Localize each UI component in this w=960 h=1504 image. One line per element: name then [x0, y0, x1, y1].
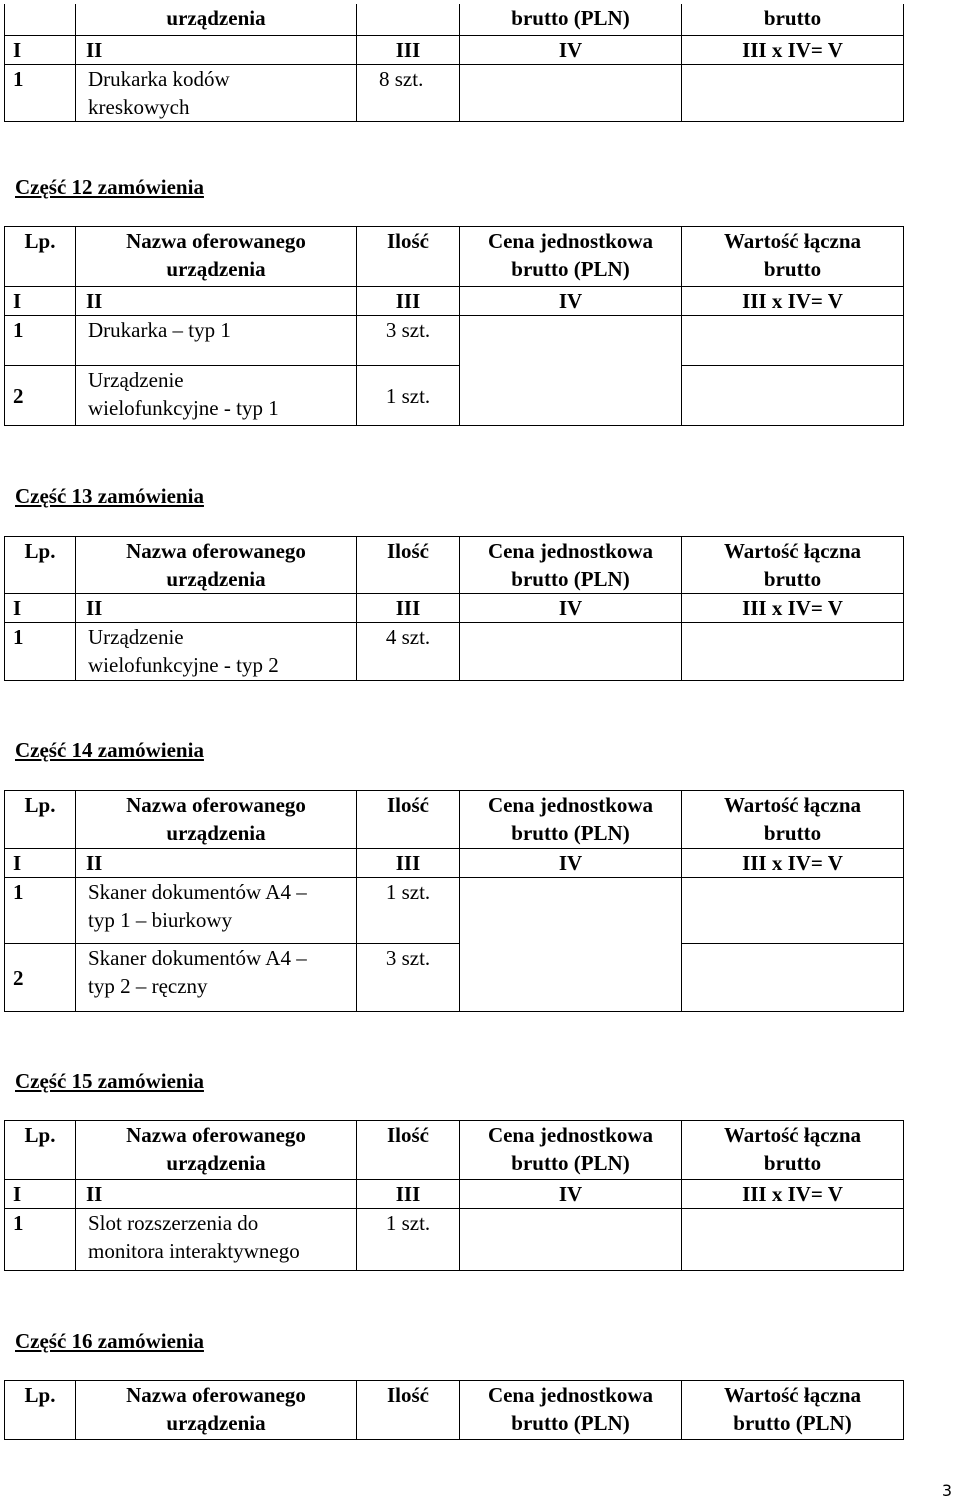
- table-row: 2 Urządzenie wielofunkcyjne - typ 1 1 szt.: [5, 366, 904, 426]
- table-row: 1 Drukarka – typ 1 3 szt.: [5, 316, 904, 366]
- section-title-part-13: Część 13 zamówienia: [15, 484, 204, 508]
- roman-row: I II III IV III x IV= V: [5, 849, 904, 878]
- table-part-14: [4, 790, 903, 1012]
- roman-row: I II III IV III x IV= V: [5, 35, 904, 64]
- table-continuation: [4, 4, 903, 122]
- section-title-part-15: Część 15 zamówienia: [15, 1069, 204, 1093]
- table-row: 1 Slot rozszerzenia do monitora interaktywnego 1 szt.: [5, 1209, 904, 1271]
- table-part-16: [4, 1380, 903, 1440]
- section-title-part-14: Część 14 zamówienia: [15, 738, 204, 762]
- table-row: 2 Skaner dokumentów A4 – typ 2 – ręczny 3 szt.: [5, 944, 904, 1012]
- page-number: 3: [941, 1481, 952, 1500]
- table-header: Lp. Nazwa oferowanego urządzenia Ilość Cena jednostkowa brutto (PLN) Wartość łączna brutto: [5, 791, 904, 849]
- table-header: Lp. Nazwa oferowanego urządzenia Ilość Cena jednostkowa brutto (PLN) Wartość łączna brutto (PLN): [5, 1381, 904, 1440]
- table-part-13: [4, 536, 903, 681]
- roman-row: I II III IV III x IV= V: [5, 1180, 904, 1209]
- table-row: 1 Skaner dokumentów A4 – typ 1 – biurkowy 1 szt.: [5, 878, 904, 944]
- table-header: Lp. Nazwa oferowanego urządzenia Ilość Cena jednostkowa brutto (PLN) Wartość łączna brutto: [5, 227, 904, 287]
- table-header: Lp. Nazwa oferowanego urządzenia Ilość Cena jednostkowa brutto (PLN) Wartość łączna brutto: [5, 537, 904, 594]
- table-part-15: [4, 1120, 903, 1271]
- section-title-part-16: Część 16 zamówienia: [15, 1329, 204, 1353]
- table-row: 1 Drukarka kodów kreskowych 8 szt.: [5, 64, 904, 121]
- header-total: brutto: [682, 4, 904, 35]
- header-price: brutto (PLN): [460, 4, 682, 35]
- table-row: 1 Urządzenie wielofunkcyjne - typ 2 4 szt.: [5, 623, 904, 681]
- table-header: Lp. Nazwa oferowanego urządzenia Ilość Cena jednostkowa brutto (PLN) Wartość łączna brutto: [5, 1121, 904, 1180]
- roman-row: I II III IV III x IV= V: [5, 287, 904, 316]
- roman-row: I II III IV III x IV= V: [5, 594, 904, 623]
- header-name: urządzenia: [76, 4, 357, 35]
- table-part-12: [4, 226, 903, 426]
- section-title-part-12: Część 12 zamówienia: [15, 175, 204, 199]
